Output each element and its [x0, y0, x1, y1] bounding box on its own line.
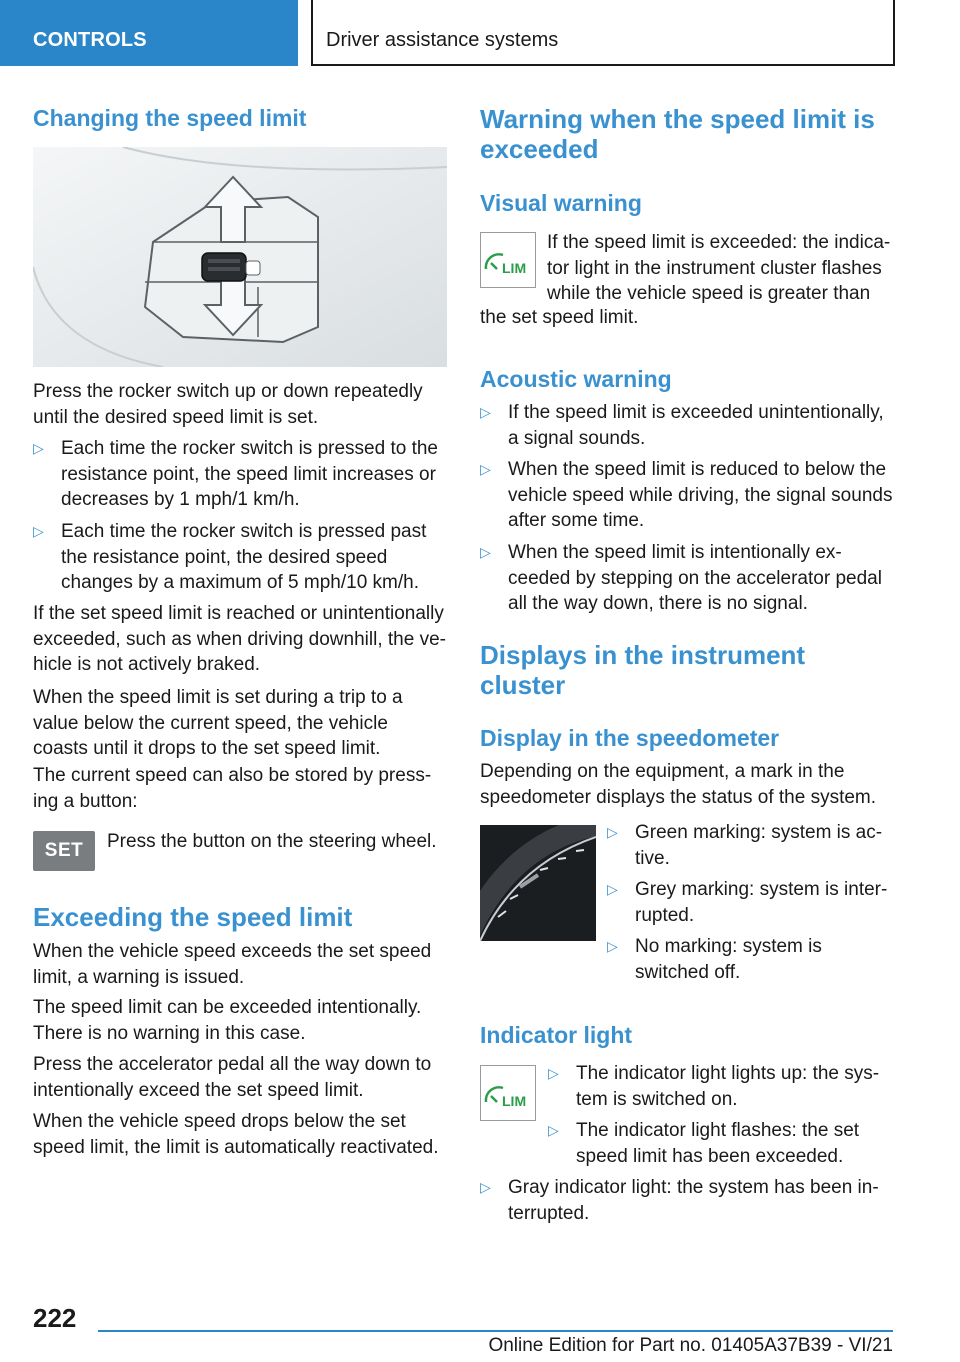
header-divider-right [893, 0, 895, 66]
paragraph-reactivated: When the vehicle speed drops below the set speed limit, the limit is automatically reactivated. [33, 1111, 439, 1158]
paragraph-store-speed: The current speed can also be stored by press‐ing a button: [33, 765, 432, 812]
speedometer-marking-image [480, 825, 596, 941]
page-number: 222 [33, 1303, 77, 1333]
triangle-bullet-icon: ▷ [607, 824, 618, 840]
paragraph-warning-issued: When the vehicle speed exceeds the set speed limit, a warning is issued. [33, 941, 432, 988]
heading-visual-warning: Visual warning [480, 190, 642, 216]
paragraph-coasts: When the speed limit is set during a trip to a value below the current speed, the vehicle coasts until it drops to the set speed limit. [33, 687, 403, 759]
list-item: ▷ The indicator light flashes: the set speed limit has been exceeded. [548, 1120, 860, 1167]
list-item: ▷ When the speed limit is reduced to below the vehicle speed while driving, the signal sounds after some time. [480, 459, 893, 531]
triangle-bullet-icon: ▷ [548, 1065, 559, 1081]
paragraph-exceed-intentionally: The speed limit can be exceeded intentionally. There is no warning in this case. [33, 997, 422, 1044]
heading-indicator-light: Indicator light [480, 1022, 633, 1048]
footer-divider [98, 1330, 893, 1332]
lim-indicator-icon [480, 1065, 536, 1121]
chapter-title: CONTROLS [33, 29, 147, 51]
list-item: ▷ Green marking: system is ac‐tive. [607, 822, 883, 869]
heading-exceeding-speed-limit: Exceeding the speed limit [33, 902, 353, 932]
paragraph-speedometer: Depending on the equipment, a mark in the speedometer displays the status of the system. [480, 761, 877, 808]
paragraph-press-set: Press the button on the steering wheel. [107, 831, 437, 852]
heading-changing-speed-limit: Changing the speed limit [33, 105, 307, 131]
set-button-label: SET [44, 840, 84, 861]
paragraph-visual-warning: If the speed limit is exceeded: the indica‐tor light in the instrument cluster flashes while the vehicle speed is greater than [547, 232, 891, 304]
header-divider-left [311, 0, 313, 66]
steering-wheel-rocker-switch-image [33, 147, 447, 367]
paragraph-limit-reached: If the set speed limit is reached or unintentionally exceeded, such as when driving downhill, the ve‐hicle is not actively braked. [33, 603, 446, 675]
triangle-bullet-icon: ▷ [607, 881, 618, 897]
heading-warning-exceeded: Warning when the speed limit is exceeded [480, 104, 875, 164]
list-item: ▷ No marking: system is switched off. [607, 936, 822, 983]
triangle-bullet-icon: ▷ [480, 461, 491, 477]
triangle-bullet-icon: ▷ [480, 544, 491, 560]
triangle-bullet-icon: ▷ [33, 523, 44, 539]
edition-text: Online Edition for Part no. 01405A37B39 - VI/21 [488, 1335, 893, 1356]
list-item: ▷ When the speed limit is intentionally ex‐ceeded by stepping on the accelerator pedal all the way down, there is no signal. [480, 542, 882, 614]
list-item: ▷ Gray indicator light: the system has been in‐terrupted. [480, 1177, 879, 1224]
section-title: Driver assistance systems [326, 29, 559, 51]
heading-displays-instrument-cluster: Displays in the instrument cluster [480, 640, 806, 700]
list-item: ▷ Grey marking: system is inter‐rupted. [607, 879, 888, 926]
heading-display-speedometer: Display in the speedometer [480, 725, 780, 751]
heading-acoustic-warning: Acoustic warning [480, 366, 672, 392]
list-item: ▷ The indicator light lights up: the sys‐tem is switched on. [548, 1063, 880, 1110]
triangle-bullet-icon: ▷ [480, 1179, 491, 1195]
chapter-tab [0, 0, 298, 66]
triangle-bullet-icon: ▷ [33, 440, 44, 456]
paragraph-accelerator-pedal: Press the accelerator pedal all the way down to intentionally exceed the set speed limit. [33, 1054, 432, 1101]
lim-indicator-icon [480, 232, 536, 288]
set-button-icon [33, 831, 95, 871]
lim-label: LIM [502, 260, 527, 276]
list-item: ▷ Each time the rocker switch is pressed to the resistance point, the speed limit increases or decreases by 1 mph/1 km/h. [33, 438, 438, 510]
list-item: ▷ Each time the rocker switch is pressed past the resistance point, the desired speed changes by a maximum of 5 mph/10 km/h. [33, 521, 427, 593]
triangle-bullet-icon: ▷ [480, 404, 491, 420]
lim-label: LIM [502, 1093, 527, 1109]
list-item: ▷ If the speed limit is exceeded unintentionally, a signal sounds. [480, 402, 884, 449]
triangle-bullet-icon: ▷ [548, 1122, 559, 1138]
paragraph-visual-warning-end: the set speed limit. [480, 307, 639, 328]
triangle-bullet-icon: ▷ [607, 938, 618, 954]
header-divider-bottom [311, 64, 895, 66]
paragraph-press-rocker: Press the rocker switch up or down repeatedly until the desired speed limit is set. [33, 381, 423, 428]
